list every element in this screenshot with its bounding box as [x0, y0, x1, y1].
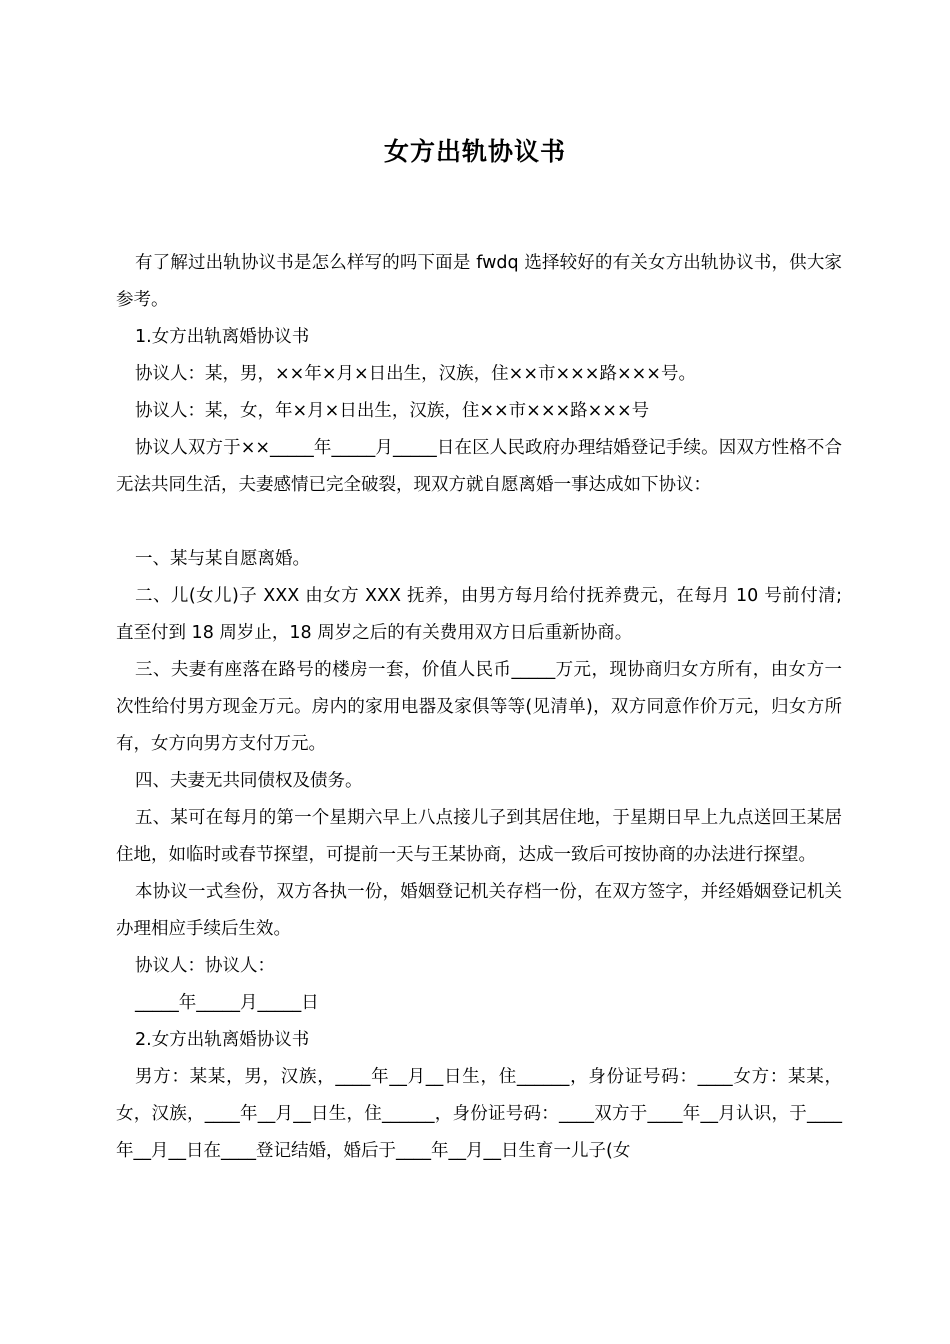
- clause-1: 一、某与某自愿离婚。: [135, 549, 310, 569]
- section-heading-2: 2.女方出轨离婚协议书: [135, 1030, 310, 1050]
- document-body: [116, 245, 842, 1170]
- clause-2: 二、儿(女儿)子 XXX 由女方 XXX 抚养，由男方每月给付抚养费元，在每月 10 号前付清;直至付到 18 周岁止，18 周岁之后的有关费用双方日后重新协商。: [116, 586, 842, 643]
- copies-clause: 本协议一式叁份，双方各执一份，婚姻登记机关存档一份，在双方签字，并经婚姻登记机关办理相应手续后生效。: [116, 882, 842, 939]
- party-line-female: 协议人：某，女，年×月×日出生，汉族，住××市×××路×××号: [135, 401, 650, 421]
- parties-paragraph: 男方：某某，男，汉族，____年__月__日生，住______，身份证号码：____女方：某某，女，汉族，____年__月__日生，住______，身份证号码：____双方于____年__月认识，于____年__月__日在____登记结婚，婚后于____年__月__日生育一儿子(女: [116, 1067, 842, 1161]
- document-title: 女方出轨协议书: [383, 137, 566, 166]
- intro-paragraph: 有了解过出轨协议书是怎么样写的吗下面是 fwdq 选择较好的有关女方出轨协议书，供大家参考。: [116, 253, 842, 310]
- blank-line: [116, 504, 842, 541]
- date-line: _____年_____月_____日: [135, 993, 319, 1013]
- signature-line: 协议人：协议人：: [135, 956, 275, 976]
- marriage-statement: 协议人双方于××_____年_____月_____日在区人民政府办理结婚登记手续。因双方性格不合无法共同生活，夫妻感情已完全破裂，现双方就自愿离婚一事达成如下协议：: [116, 438, 842, 495]
- clause-5: 五、某可在每月的第一个星期六早上八点接儿子到其居住地，于星期日早上九点送回王某居住地，如临时或春节探望，可提前一天与王某协商，达成一致后可按协商的办法进行探望。: [116, 808, 842, 865]
- section-heading-1: 1.女方出轨离婚协议书: [135, 327, 310, 347]
- clause-3: 三、夫妻有座落在路号的楼房一套，价值人民币_____万元，现协商归女方所有，由女方一次性给付男方现金万元。房内的家用电器及家俱等等(见清单)，双方同意作价万元，归女方所有，女方向男方支付万元。: [116, 660, 842, 754]
- party-line-male: 协议人：某，男，××年×月×日出生，汉族，住××市×××路×××号。: [135, 364, 696, 384]
- clause-4: 四、夫妻无共同债权及债务。: [135, 771, 363, 791]
